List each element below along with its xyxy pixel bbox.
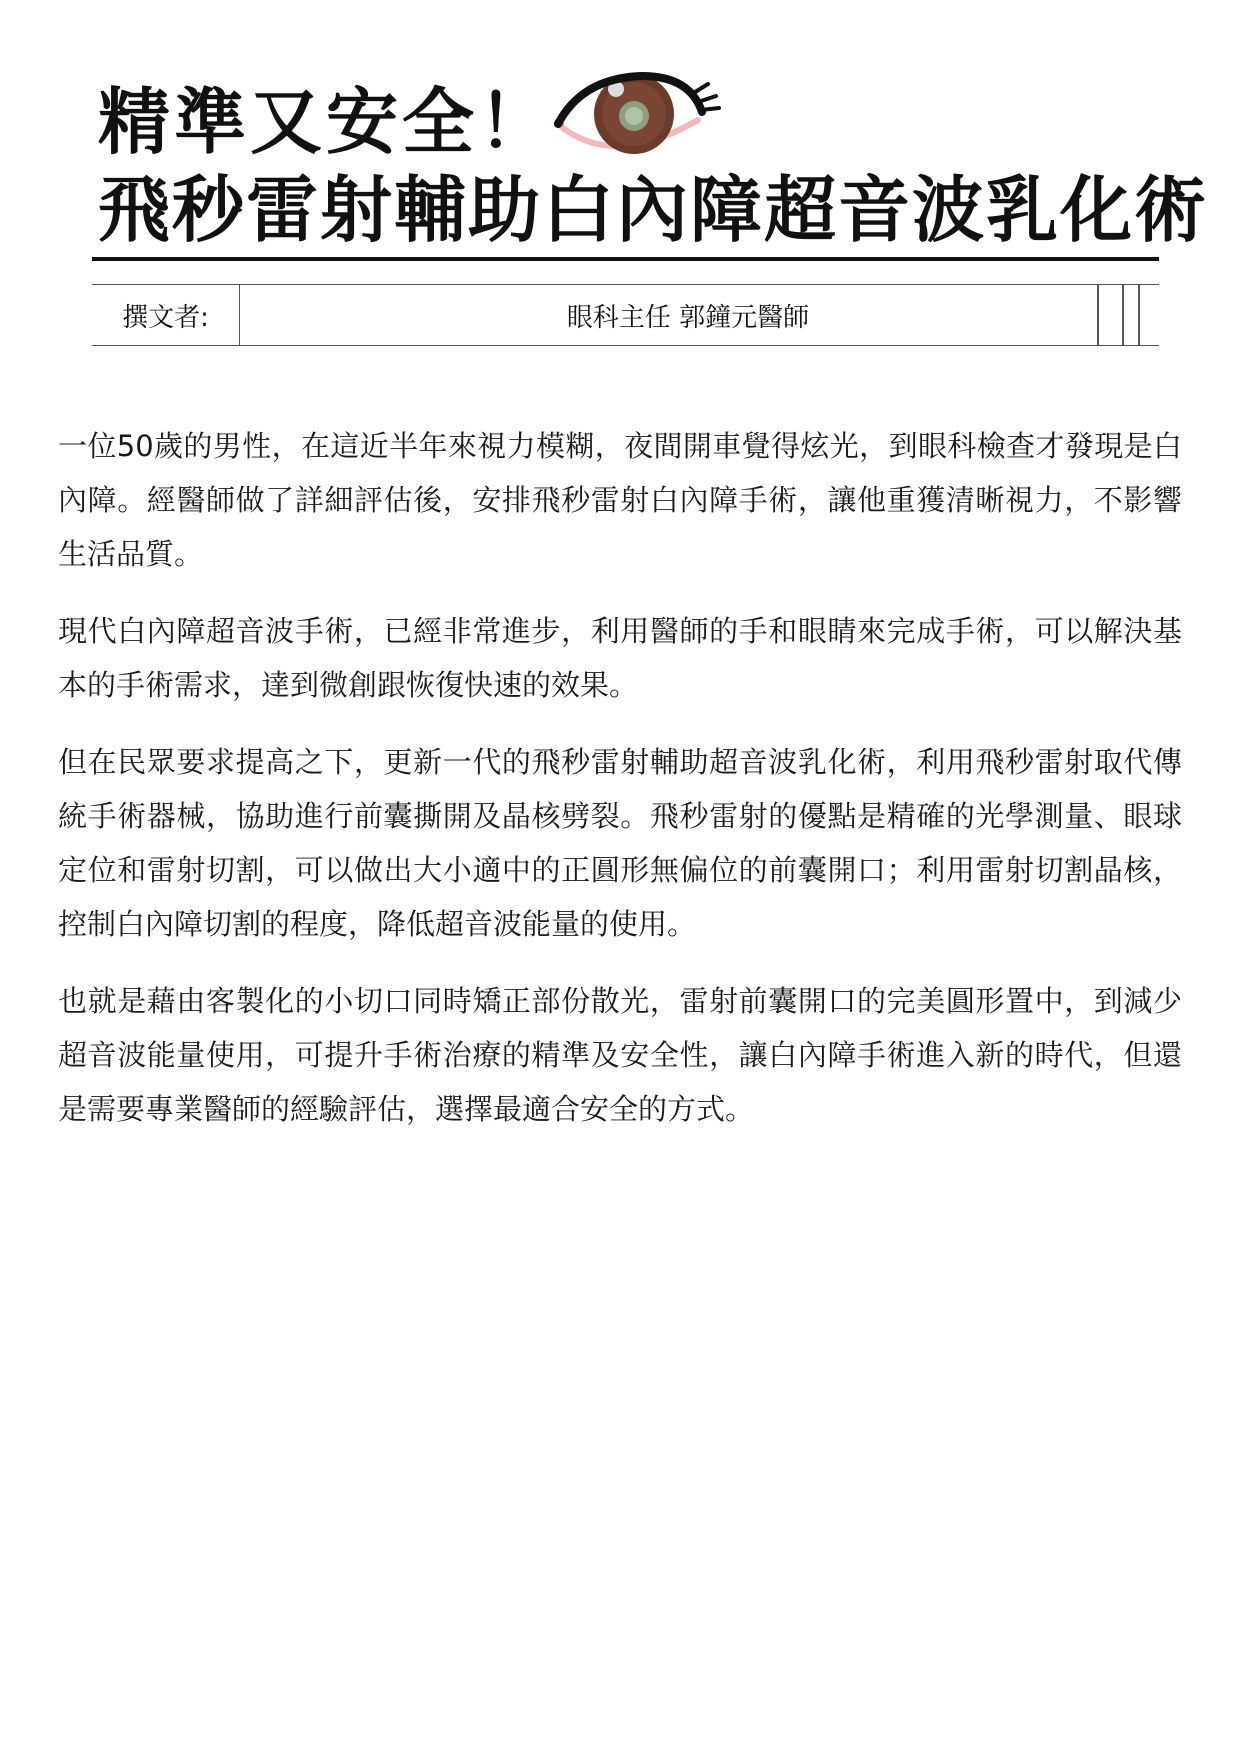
bar-divider xyxy=(1097,285,1099,345)
author-name: 眼科主任 郭鐘元醫師 xyxy=(566,302,810,333)
paragraph: 也就是藉由客製化的小切口同時矯正部份散光，雷射前囊開口的完美圓形置中，到減少超音波能量使用，可提升手術治療的精準及安全性，讓白內障手術進入新的時代，但還是需要專業醫師的經驗評估，選擇最適合安全的方式。 xyxy=(58,984,1182,1126)
paragraph: 一位50歲的男性，在這近半年來視力模糊，夜間開車覺得炫光，到眼科檢查才發現是白內障。經醫師做了詳細評估後，安排飛秒雷射白內障手術，讓他重獲清晰視力，不影響生活品質。 xyxy=(58,429,1182,571)
title-divider xyxy=(92,257,1159,261)
title-line-1: 精準又安全！ xyxy=(98,80,555,164)
article-body xyxy=(58,419,1182,1159)
bar-divider xyxy=(1122,285,1124,345)
author-bar xyxy=(92,284,1159,346)
title-line-2: 飛秒雷射輔助白內障超音波乳化術 xyxy=(98,168,1209,252)
paragraph: 但在民眾要求提高之下，更新一代的飛秒雷射輔助超音波乳化術，利用飛秒雷射取代傳統手術器械，協助進行前囊撕開及晶核劈裂。飛秒雷射的優點是精確的光學測量、眼球定位和雷射切割，可以做出大小適中的正圓形無偏位的前囊開口；利用雷射切割晶核，控制白內障切割的程度，降低超音波能量的使用。 xyxy=(58,745,1182,941)
bar-divider xyxy=(1138,285,1140,345)
author-label: 撰文者: xyxy=(92,285,240,345)
eye-icon xyxy=(552,72,722,162)
paragraph: 現代白內障超音波手術，已經非常進步，利用醫師的手和眼睛來完成手術，可以解決基本的手術需求，達到微創跟恢復快速的效果。 xyxy=(58,614,1182,702)
